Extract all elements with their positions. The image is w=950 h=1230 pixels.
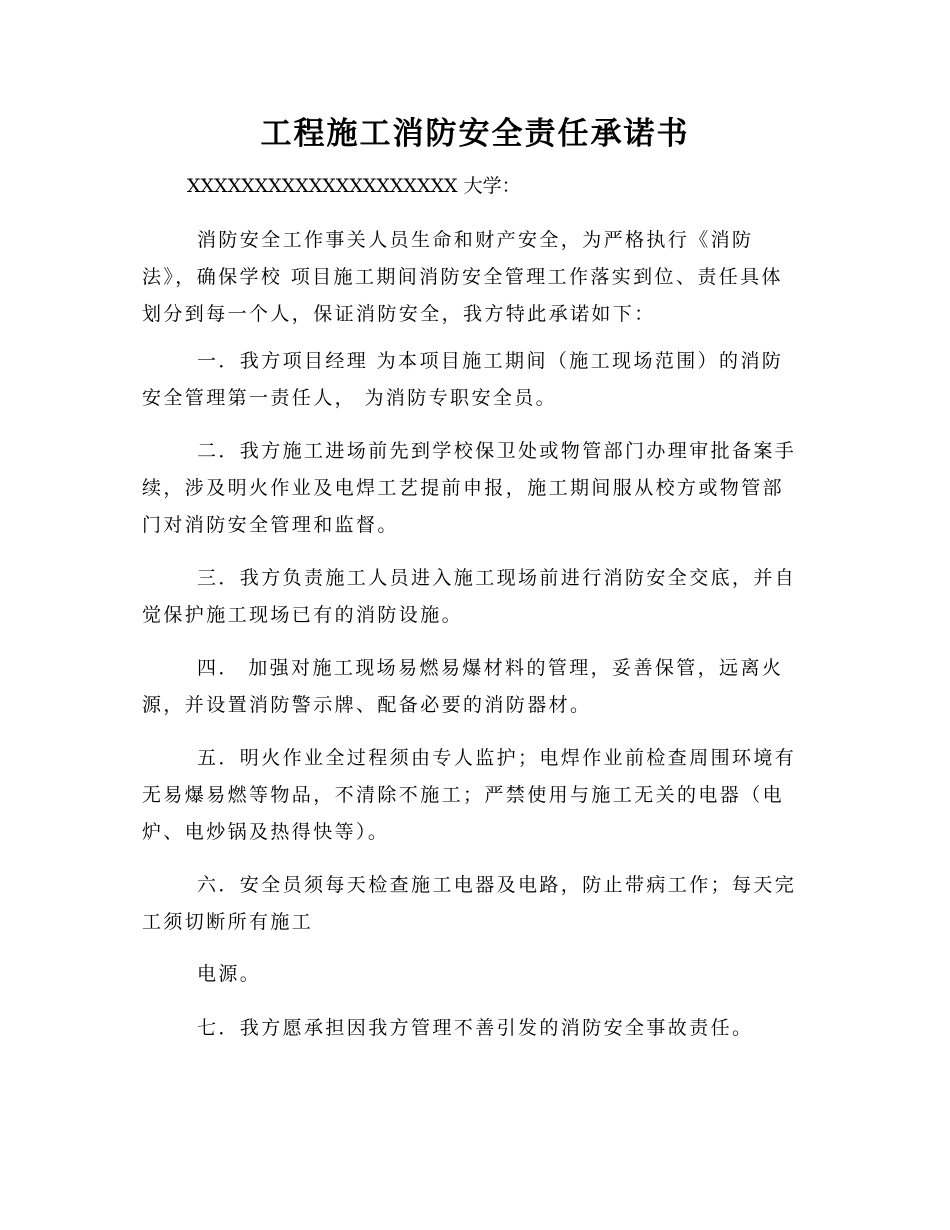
paragraph-line: 安全管理第一责任人， 为消防专职安全员。 [142,387,558,409]
paragraph-line: 无易爆易燃等物品，不清除不施工；严禁使用与施工无关的电器（电 [142,784,785,806]
paragraph-line: 炉、电炒锅及热得快等）。 [142,821,390,843]
paragraph-item-6 [142,867,812,941]
paragraph-line: 划分到每一个人，保证消防安全，我方特此承诺如下： [142,303,656,325]
addressee: XXXXXXXXXXXXXXXXXXXX 大学： [187,175,521,197]
paragraph-line: 工须切断所有施工 [142,911,314,933]
paragraph-item-1 [142,343,812,417]
paragraph-line: 六．安全员须每天检查施工电器及电路，防止带病工作；每天完 [197,874,797,896]
document-title: 工程施工消防安全责任承诺书 [260,116,690,152]
paragraph-item-7 [142,1010,812,1047]
paragraph-item-3 [142,560,812,634]
paragraph-item-5 [142,740,812,851]
paragraph-line: 二．我方施工进场前先到学校保卫处或物管部门办理审批备案手 [197,440,797,462]
paragraph-line: 觉保护施工现场已有的消防设施。 [142,604,464,626]
paragraph-line: 门对消防安全管理和监督。 [142,514,399,536]
paragraph-line: 三．我方负责施工人员进入施工现场前进行消防安全交底，并自 [197,567,797,589]
paragraph-line: 七．我方愿承担因我方管理不善引发的消防安全事故责任。 [197,1017,754,1039]
paragraph-line: 续，涉及明火作业及电焊工艺提前申报，施工期间服从校方或物管部 [142,477,785,499]
paragraph-item-4 [142,650,812,724]
paragraph-line: 一．我方项目经理 为本项目施工期间（施工现场范围）的消防 [197,350,784,372]
paragraph-line: 四． 加强对施工现场易燃易爆材料的管理，妥善保管，远离火 [197,657,784,679]
paragraph-intro [142,222,812,333]
paragraph-line: 源，并设置消防警示牌、配备必要的消防器材。 [142,694,592,716]
paragraph-item-2 [142,433,812,544]
paragraph-line: 法》，确保学校 项目施工期间消防安全管理工作落实到位、责任具体 [142,266,783,288]
paragraph-line: 消防安全工作事关人员生命和财产安全，为严格执行《消防 [197,229,754,251]
paragraph-line: 五．明火作业全过程须由专人监护；电焊作业前检查周围环境有 [197,747,797,769]
paragraph-line: 电源。 [197,963,262,985]
paragraph-item-6-continued [142,956,812,993]
